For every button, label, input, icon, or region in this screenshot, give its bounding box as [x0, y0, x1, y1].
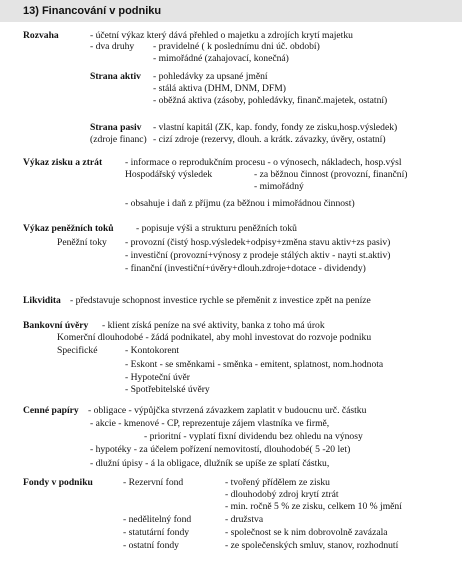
section-heading: Fondy v podniku	[23, 477, 93, 488]
text-line: - dva druhy	[90, 41, 135, 52]
text-line: - informace o reprodukčním procesu - o výnosech, nákladech, hosp.výsl	[125, 157, 402, 168]
section-heading: Likvidita	[23, 295, 61, 306]
text-line: - představuje schopnost investice rychle se přeměnit z investice zpět na peníze	[70, 295, 371, 306]
text-line: Hospodářský výsledek	[125, 169, 213, 180]
text-line: - hypotéky - za účelem pořízení nemovitostí, dlouhodobé( 5 -20 let)	[90, 444, 351, 455]
text-line: - dlužní úpisy - á la obligace, dlužník se upíše ze splatí částku,	[90, 458, 330, 469]
text-line: - za běžnou činnost (provozní, finanční)	[254, 169, 408, 180]
text-line: - provozní (čistý hosp.výsledek+odpisy+změna stavu aktiv+zs pasiv)	[125, 237, 391, 248]
text-line: - nedělitelný fond	[123, 514, 192, 525]
text-line: - ze společenských smluv, stanov, rozhodnutí	[225, 540, 399, 551]
text-line: - statutární fondy	[123, 527, 190, 538]
text-line: - Spotřebitelské úvěry	[125, 384, 210, 395]
section-heading: Strana aktiv	[90, 71, 141, 82]
section-heading: Výkaz peněžních toků	[23, 223, 114, 234]
text-line: (zdroje financ)	[90, 134, 147, 145]
text-line: - oběžná aktiva (zásoby, pohledávky, finanč.majetek, ostatní)	[153, 95, 388, 106]
page-title: 13) Financování v podniku	[23, 5, 162, 17]
section-heading: Strana pasiv	[90, 122, 142, 133]
text-line: - akcie - kmenové - CP, reprezentuje zájem vlastníka ve firmě,	[90, 418, 330, 429]
text-line: Peněžní toky	[57, 237, 107, 248]
text-line: - Rezervní fond	[123, 477, 184, 488]
text-line: - mimořádný	[254, 181, 304, 192]
text-line: - min. ročně 5 % ze zisku, celkem 10 % jmění	[225, 501, 402, 512]
text-line: - obsahuje i daň z příjmu (za běžnou i mimořádnou činnost)	[125, 198, 355, 209]
text-line: Specifické	[57, 345, 98, 356]
text-line: - Hypoteční úvěr	[125, 372, 191, 383]
text-line: Komerční dlouhodobé - žádá podnikatel, aby mohl investovat do rozvoje podniku	[57, 332, 372, 343]
text-line: - Eskont - se směnkami - směnka - emitent, splatnost, nom.hodnota	[125, 359, 384, 370]
text-line: - Kontokorent	[125, 345, 180, 356]
section-heading: Výkaz zisku a ztrát	[23, 157, 103, 168]
text-line: - společnost se k nim dobrovolně zavázala	[225, 527, 388, 538]
text-line: - investiční (provozní+výnosy z prodeje stálých aktiv - nayti st.aktiv)	[125, 250, 391, 261]
text-line: - pravidelné ( k poslednímu dni úč. období)	[153, 41, 320, 52]
text-line: - stálá aktiva (DHM, DNM, DFM)	[153, 83, 286, 94]
text-line: - finanční (investiční+úvěry+dlouh.zdroje+dotace - dividendy)	[125, 263, 366, 274]
title-bar	[0, 0, 462, 22]
text-line: - prioritní - vyplatí fixní dividendu bez ohledu na výnosy	[144, 431, 363, 442]
section-heading: Bankovní úvěry	[23, 320, 89, 331]
text-line: - účetní výkaz který dává přehled o majetku a zdrojích krytí majetku	[90, 30, 353, 41]
section-heading: Rozvaha	[23, 30, 59, 41]
text-line: - družstva	[225, 514, 264, 525]
text-line: - obligace - výpůjčka stvrzená závazkem zaplatit v budoucnu urč. částku	[88, 405, 367, 416]
text-line: - cizí zdroje (rezervy, dlouh. a krátk. závazky, úvěry, ostatní)	[153, 134, 386, 145]
text-line: - ostatní fondy	[123, 540, 179, 551]
text-line: - mimořádné (zahajovací, konečná)	[153, 53, 289, 64]
text-line: - tvořený přídělem ze zisku	[225, 477, 330, 488]
text-line: - vlastní kapitál (ZK, kap. fondy, fondy ze zisku,hosp.výsledek)	[153, 122, 398, 133]
text-line: - popisuje výši a strukturu peněžních toků	[136, 223, 297, 234]
text-line: - dlouhodobý zdroj krytí ztrát	[225, 489, 339, 500]
text-line: - pohledávky za upsané jmění	[153, 71, 268, 82]
text-line: - klient získá peníze na své aktivity, banka z toho má úrok	[102, 320, 325, 331]
section-heading: Cenné papíry	[23, 405, 79, 416]
